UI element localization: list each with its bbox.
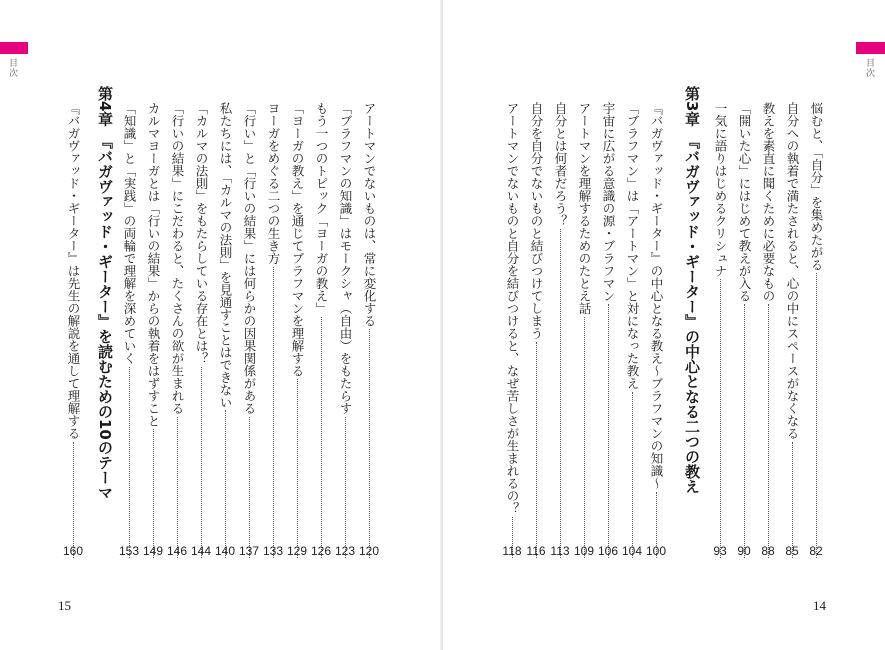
page-number: 14 xyxy=(813,598,826,613)
toc-item[interactable] xyxy=(146,102,160,560)
toc-item-title: 自分とは何者だろう？ xyxy=(553,102,568,227)
toc-item[interactable] xyxy=(242,102,256,560)
toc-item-title: アートマンでないものは、常に変化する xyxy=(362,102,377,327)
toc-page-number: 160 xyxy=(62,544,84,558)
toc-item[interactable] xyxy=(170,102,184,560)
toc-page-number: 90 xyxy=(737,544,751,558)
toc-item-title: もう一つのトピック「ヨーガの教え」 xyxy=(314,102,329,315)
toc-item-title: アートマンでないものと自分を結びつけると、なぜ苦しさが生まれるの？ xyxy=(505,102,520,515)
toc-page-number: 123 xyxy=(334,544,356,558)
toc-item[interactable] xyxy=(266,102,280,560)
dot-leader xyxy=(273,267,274,559)
dot-leader xyxy=(816,273,817,558)
section-tab-marker xyxy=(0,42,28,54)
dot-leader xyxy=(177,417,178,559)
toc-item[interactable] xyxy=(649,102,663,560)
toc-page-number: 109 xyxy=(573,544,595,558)
toc-item[interactable] xyxy=(737,102,751,560)
toc-item[interactable] xyxy=(761,102,775,560)
dot-leader xyxy=(632,392,633,559)
toc-page-number: 129 xyxy=(286,544,308,558)
dot-leader xyxy=(536,342,537,559)
dot-leader xyxy=(369,329,370,558)
toc-item-title: アートマンを理解するためのたとえ話 xyxy=(577,102,592,315)
toc-page-number: 153 xyxy=(118,544,140,558)
toc-item[interactable] xyxy=(362,102,376,560)
toc-item[interactable] xyxy=(194,102,208,560)
dot-leader xyxy=(720,279,721,558)
toc-item-title: 自分への執着で満たされると、心の中にスペースがなくなる xyxy=(785,102,800,440)
toc-page-number: 104 xyxy=(621,544,643,558)
dot-leader xyxy=(768,304,769,558)
toc-page-number: 133 xyxy=(262,544,284,558)
toc-item-title: 「行いの結果」にこだわると、たくさんの欲が生まれる xyxy=(170,102,185,415)
dot-leader xyxy=(249,417,250,559)
toc-item-title: 『バガヴァッド・ギーター』は先生の解説を通して理解する xyxy=(66,102,81,440)
toc-item[interactable] xyxy=(577,102,591,560)
toc-item-title: 『バガヴァッド・ギーター』の中心となる教え〜ブラフマンの知識〜 xyxy=(649,102,664,490)
header-label: 目次 xyxy=(864,58,874,78)
toc-page-number: 118 xyxy=(502,544,522,558)
toc-page-number: 126 xyxy=(310,544,332,558)
toc-item-title: 「行い」と「行いの結果」には何らかの因果関係がある xyxy=(242,102,257,415)
page-number: 15 xyxy=(58,598,71,613)
dot-leader xyxy=(345,417,346,559)
toc-item-title: 「知識」と「実践」の両輪で理解を深めていく xyxy=(122,102,137,365)
toc-page-number: 120 xyxy=(358,544,380,558)
toc-page-number: 146 xyxy=(166,544,188,558)
toc-item[interactable] xyxy=(290,102,304,560)
toc-item-title: 「ブラフマンの知識」はモークシャ（自由）をもたらす xyxy=(338,102,353,415)
toc-page-number: 149 xyxy=(142,544,164,558)
dot-leader xyxy=(201,367,202,559)
dot-leader xyxy=(744,304,745,558)
toc-item-title: 私たちには、「カルマの法則」を見通すことはできない xyxy=(218,102,233,409)
toc-item[interactable] xyxy=(713,102,727,560)
toc-item[interactable] xyxy=(809,102,823,560)
toc-page-number: 100 xyxy=(645,544,667,558)
toc-item-title: 「ヨーガの教え」を通じてブラフマンを理解する xyxy=(290,102,305,377)
toc-item[interactable] xyxy=(601,102,615,560)
dot-leader xyxy=(321,317,322,559)
dot-leader xyxy=(792,442,793,559)
toc-page-number: 85 xyxy=(785,544,799,558)
toc-item[interactable] xyxy=(785,102,799,560)
toc-item-title: 「ブラフマン」は「アートマン」と対になった教え xyxy=(625,102,640,390)
dot-leader xyxy=(584,317,585,559)
toc-item[interactable] xyxy=(625,102,639,560)
section-tab-marker xyxy=(856,42,885,54)
toc-page-number: 116 xyxy=(526,544,546,558)
toc-page-number: 140 xyxy=(214,544,236,558)
toc-item-title: ヨーガをめぐる二つの生き方 xyxy=(266,102,281,265)
toc-item-title: 「開いた心」にはじめて教えが入る xyxy=(737,102,752,302)
dot-leader xyxy=(297,379,298,558)
toc-page-number: 137 xyxy=(238,544,260,558)
toc-item[interactable] xyxy=(338,102,352,560)
chapter-heading[interactable]: 第3章 『バガヴァッド・ギーター』の中心となる二つの教え xyxy=(683,86,701,494)
toc-item-title: 教えを素直に聞くために必要なもの xyxy=(761,102,776,302)
toc-page-number: 113 xyxy=(550,544,570,558)
toc-item[interactable] xyxy=(505,102,519,560)
toc-item-title: カルマヨーガとは「行いの結果」からの執着をはずすこと xyxy=(146,102,161,427)
header-label: 目次 xyxy=(7,58,17,78)
toc-item[interactable] xyxy=(66,102,80,560)
dot-leader xyxy=(608,304,609,558)
toc-item[interactable] xyxy=(553,102,567,560)
dot-leader xyxy=(225,410,226,558)
left-page xyxy=(0,0,442,650)
toc-item[interactable] xyxy=(529,102,543,560)
dot-leader xyxy=(560,229,561,558)
dot-leader xyxy=(153,429,154,558)
toc-page-number: 93 xyxy=(713,544,727,558)
toc-item-title: 「カルマの法則」をもたらしている存在とは？ xyxy=(194,102,209,365)
toc-page-number: 144 xyxy=(190,544,212,558)
toc-item[interactable] xyxy=(218,102,232,560)
dot-leader xyxy=(73,442,74,559)
right-page xyxy=(443,0,885,650)
toc-item-title: 宇宙に広がる意識の源・ブラフマン xyxy=(601,102,616,302)
toc-page-number: 88 xyxy=(761,544,775,558)
toc-item-title: 一気に語りはじめるクリシュナ xyxy=(713,102,728,277)
toc-page-number: 106 xyxy=(597,544,619,558)
chapter-heading[interactable]: 第4章 『バガヴァッド・ギーター』を読むための10のテーマ xyxy=(96,86,114,500)
dot-leader xyxy=(129,367,130,559)
toc-item[interactable] xyxy=(122,102,136,560)
toc-item-title: 悩むと、「自分」を集めたがる xyxy=(809,102,824,271)
toc-item-title: 自分を自分でないものと結びつけてしまう xyxy=(529,102,544,340)
toc-item[interactable] xyxy=(314,102,328,560)
toc-page-number: 82 xyxy=(809,544,823,558)
